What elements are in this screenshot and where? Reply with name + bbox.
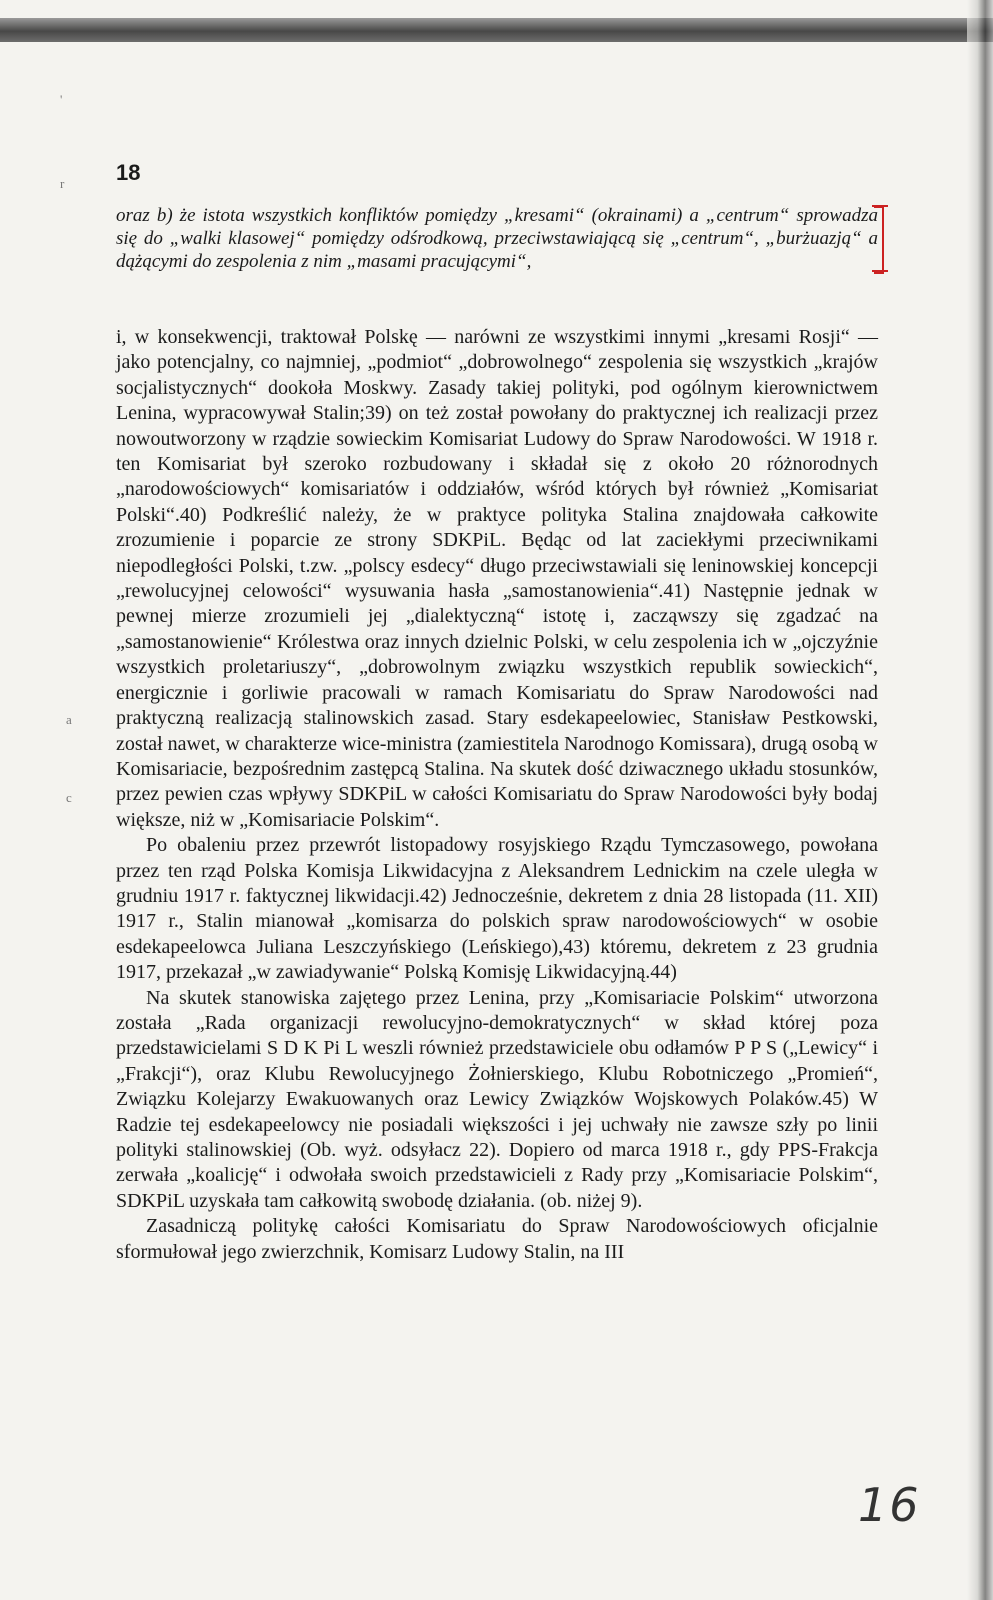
scan-right-edge xyxy=(967,0,993,1600)
paragraph: i, w konsekwencji, traktował Polskę — narówni ze wszystkimi innymi „kresami Rosji“ — jako potencjalny, co najmniej, „podmiot“ „dobrowolnego“ zespolenia się wszystkich „krajów socjalistycznych“ dookoła Moskwy. Zasady takiej polityki, pod ogólnym kierownictwem Lenina, wypracowywał Stalin;39) on też został powołany do praktycznej ich realizacji przez nowoutworzony w rządzie sowieckim Komisariat Ludowy do Spraw Narodowości. W 1918 r. ten Komisariat był szeroko rozbudowany i składał się z około 20 różnorodnych „narodowościowych“ komisariatów i oddziałów, wśród których był również „Komisariat Polski“.40) Podkreślić należy, że w praktyce polityka Stalina znajdowała całkowite zrozumienie i poparcie ze strony SDKPiL. Będąc od lat zaciekłymi przeciwnikami niepodległości Polski, t.zw. „polscy esdecy“ długo przeciwstawiali się leninowskiej koncepcji „rewolucyjnej celowości“ wysuwania hasła „samostanowienia“.41) Następnie jednak w pewnej mierze zrozumieli jej „dialektyczną“ istotę i, zacząwszy się zgadzać na „samostanowienie“ Królestwa oraz innych dzielnic Polski, w celu zespolenia ich w „ojczyźnie wszystkich proletariuszy“, „dobrowolnym związku wszystkich republik sowieckich“, energicznie i gorliwie pracowali w ramach Komisariatu do Spraw Narodowości nad praktyczną realizacją stalinowskich zasad. Stary esdekapeelowiec, Stanisław Pestkowski, został nawet, w charakterze wice-ministra (zamiestitela Narodnogo Komissara), drugą osobą w Komisariacie, bezpośrednim zastępcą Stalina. Na skutek dość dziwacznego układu stosunków, przez pewien czas wpływy SDKPiL w całości Komisariatu do Spraw Narodowości były bodaj większe, niż w „Komisariacie Polskim“. xyxy=(116,326,878,831)
red-bracket-top-tick xyxy=(872,205,888,207)
page-number: 18 xyxy=(116,160,141,185)
margin-mark: r xyxy=(60,176,65,191)
body-text xyxy=(116,325,878,1265)
red-bracket-bottom-tick xyxy=(872,270,888,272)
paragraph: Po obaleniu przez przewrót listopadowy rosyjskiego Rządu Tymczasowego, powołana przez ten rząd Polska Komisja Likwidacyjna z Aleksandrem Lednickim na czele uległa w grudniu 1917 r. faktycznej likwidacji.42) Jednocześnie, dekretem z dnia 28 listopada (11. XII) 1917 r., Stalin mianował „komisarza do polskich spraw narodowościowych“ w osobie esdekapeelowca Juliana Leszczyńskiego (Leńskiego),43) któremu, dekretem z 23 grudnia 1917, przekazał „w zawiadywanie“ Polską Komisję Likwidacyjną.44) xyxy=(116,834,878,984)
margin-mark: c xyxy=(66,790,72,805)
margin-mark: ' xyxy=(60,92,63,107)
margin-mark: a xyxy=(66,712,72,727)
paragraph: Zasadniczą politykę całości Komisariatu do Spraw Narodowościowych oficjalnie sformułował jego zwierzchnik, Komisarz Ludowy Stalin, na III xyxy=(116,1215,878,1263)
paragraph: Na skutek stanowiska zajętego przez Lenina, przy „Komisariacie Polskim“ utworzona została „Rada organizacji rewolucyjno-demokratycznych“ w skład której poza przedstawicielami S D K Pi L weszli również przedstawiciele obu odłamów P P S („Lewicy“ i „Frakcji“), oraz Klubu Rewolucyjnego Żołnierskiego, Klubu Robotniczego „Promień“, Związku Kolejarzy Ewakuowanych oraz Lewicy Związków Wojskowych Polaków.45) W Radzie tej esdekapeelowcy nie posiadali większości i jej uchwały nie zawsze szły po linii polityki stalinowskiej (Ob. wyż. odsyłacz 22). Dopiero od marca 1918 r., gdy PPS-Frakcja zerwała „koalicję“ i odwołała swoich przedstawicieli z Rady przy „Komisariacie Polskim“, SDKPiL uzyskała tam całkowitą swobodę działania. (ob. niżej 9). xyxy=(116,986,878,1212)
red-margin-bracket xyxy=(874,206,884,274)
quote-block xyxy=(116,204,878,273)
scan-top-edge xyxy=(0,18,993,42)
handwritten-page-number: 16 xyxy=(858,1478,921,1532)
quote-text: oraz b) że istota wszystkich konfliktów pomiędzy „kresami“ (okrainami) a „centrum“ sprowadza się do „walki klasowej“ pomiędzy odśrodkową, przeciwstawiającą się „centrum“, „burżuazją“ a dążącymi do zespolenia z nim „masami pracującymi“, xyxy=(116,205,878,272)
